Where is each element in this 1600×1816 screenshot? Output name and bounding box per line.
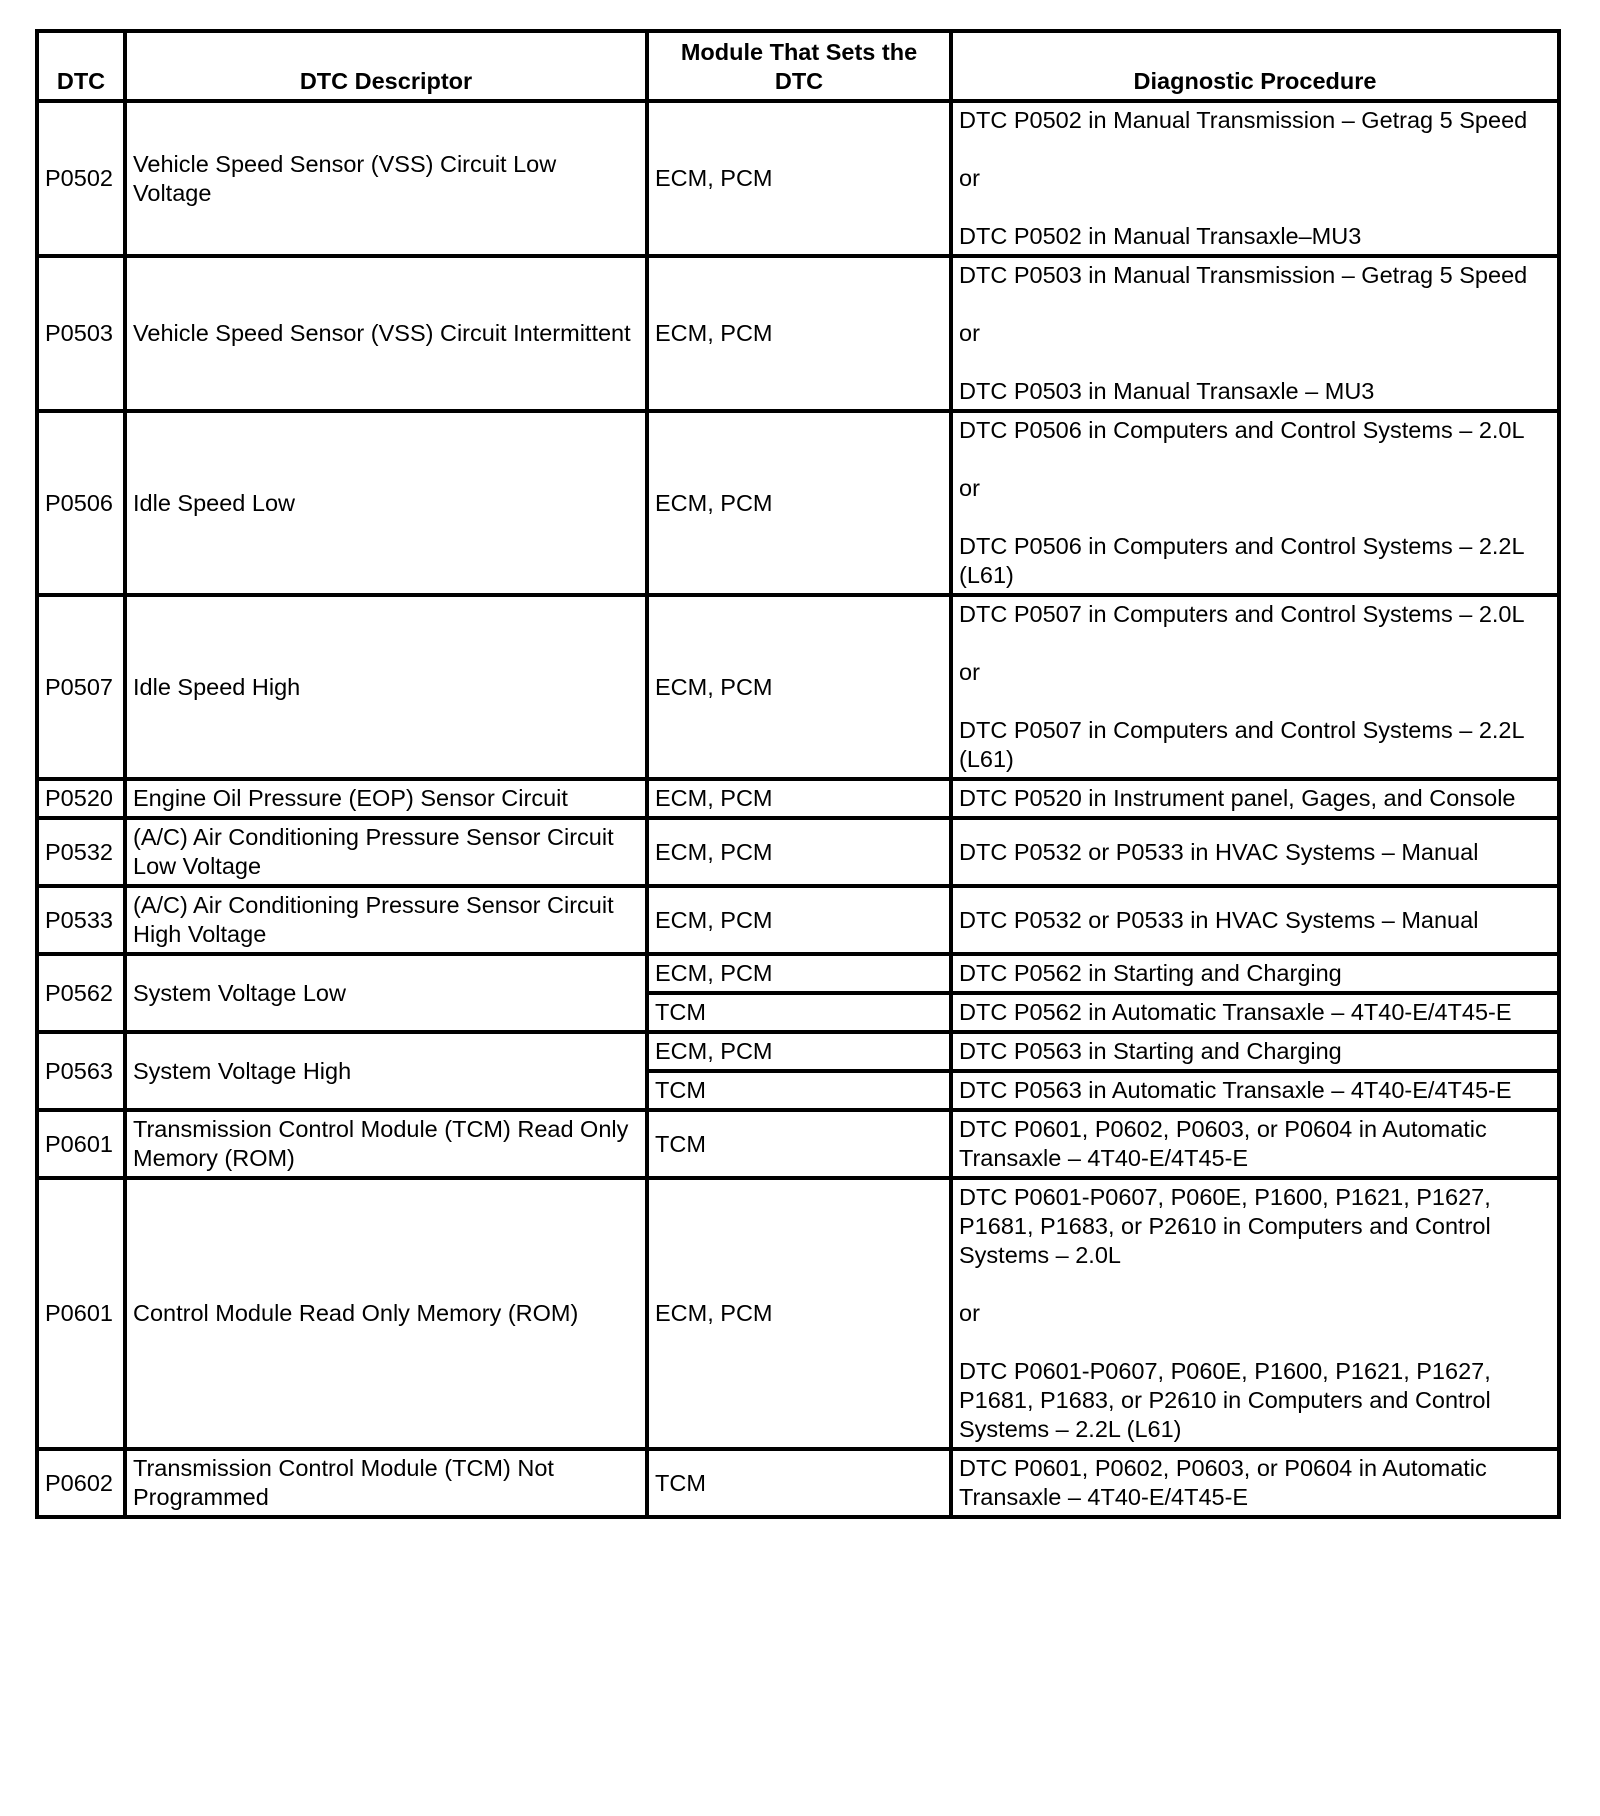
- diagnostic-procedure: DTC P0563 in Automatic Transaxle – 4T40-E/4T45-E: [951, 1071, 1559, 1110]
- table-row: [37, 1110, 1559, 1178]
- procedure-text: DTC P0502 in Manual Transaxle–MU3: [959, 223, 1362, 249]
- diagnostic-procedure: DTC P0563 in Starting and Charging: [951, 1032, 1559, 1071]
- dtc-descriptor: Engine Oil Pressure (EOP) Sensor Circuit: [125, 779, 647, 818]
- setting-module: ECM, PCM: [647, 954, 951, 993]
- dtc-code: P0562: [37, 954, 125, 1032]
- dtc-descriptor: (A/C) Air Conditioning Pressure Sensor Circuit High Voltage: [125, 886, 647, 954]
- procedure-text: DTC P0502 in Manual Transmission – Getrag 5 Speed: [959, 107, 1528, 133]
- diagnostic-procedure: [951, 411, 1559, 595]
- diagnostic-procedure: [951, 1178, 1559, 1449]
- procedure-text: DTC P0506 in Computers and Control Systems – 2.0L: [959, 417, 1525, 443]
- diagnostic-procedure: DTC P0520 in Instrument panel, Gages, and Console: [951, 779, 1559, 818]
- dtc-code: P0532: [37, 818, 125, 886]
- procedure-text: DTC P0507 in Computers and Control Systems – 2.2L (L61): [959, 717, 1524, 772]
- procedure-text: DTC P0503 in Manual Transmission – Getrag 5 Speed: [959, 262, 1528, 288]
- header-dtc: DTC: [37, 31, 125, 101]
- setting-module: TCM: [647, 1449, 951, 1517]
- dtc-descriptor: Vehicle Speed Sensor (VSS) Circuit Low Voltage: [125, 101, 647, 256]
- dtc-descriptor: Control Module Read Only Memory (ROM): [125, 1178, 647, 1449]
- procedure-text: DTC P0507 in Computers and Control Systems – 2.0L: [959, 601, 1525, 627]
- setting-module: ECM, PCM: [647, 256, 951, 411]
- table-row: [37, 1032, 1559, 1071]
- diagnostic-procedure: [951, 595, 1559, 779]
- table-row: [37, 818, 1559, 886]
- dtc-descriptor: Idle Speed High: [125, 595, 647, 779]
- dtc-descriptor: Vehicle Speed Sensor (VSS) Circuit Intermittent: [125, 256, 647, 411]
- setting-module: ECM, PCM: [647, 411, 951, 595]
- header-module: Module That Sets the DTC: [647, 31, 951, 101]
- table-row: [37, 256, 1559, 411]
- dtc-descriptor: Transmission Control Module (TCM) Read Only Memory (ROM): [125, 1110, 647, 1178]
- setting-module: ECM, PCM: [647, 818, 951, 886]
- dtc-code: P0563: [37, 1032, 125, 1110]
- dtc-code: P0502: [37, 101, 125, 256]
- dtc-code: P0601: [37, 1178, 125, 1449]
- dtc-code: P0507: [37, 595, 125, 779]
- dtc-code: P0601: [37, 1110, 125, 1178]
- diagnostic-procedure: DTC P0562 in Automatic Transaxle – 4T40-E/4T45-E: [951, 993, 1559, 1032]
- diagnostic-procedure: DTC P0562 in Starting and Charging: [951, 954, 1559, 993]
- setting-module: ECM, PCM: [647, 101, 951, 256]
- diagnostic-procedure: DTC P0601, P0602, P0603, or P0604 in Automatic Transaxle – 4T40-E/4T45-E: [951, 1449, 1559, 1517]
- procedure-text: DTC P0601-P0607, P060E, P1600, P1621, P1627, P1681, P1683, or P2610 in Computers and Control Systems – 2.2L (L61): [959, 1358, 1491, 1442]
- setting-module: ECM, PCM: [647, 1032, 951, 1071]
- or-text: or: [959, 475, 980, 501]
- or-text: or: [959, 659, 980, 685]
- setting-module: ECM, PCM: [647, 886, 951, 954]
- dtc-descriptor: System Voltage Low: [125, 954, 647, 1032]
- diagnostic-procedure: [951, 256, 1559, 411]
- table-row: [37, 595, 1559, 779]
- table-row: [37, 1449, 1559, 1517]
- setting-module: TCM: [647, 993, 951, 1032]
- header-descriptor: DTC Descriptor: [125, 31, 647, 101]
- setting-module: ECM, PCM: [647, 1178, 951, 1449]
- dtc-code: P0602: [37, 1449, 125, 1517]
- setting-module: TCM: [647, 1110, 951, 1178]
- procedure-text: DTC P0506 in Computers and Control Systems – 2.2L (L61): [959, 533, 1524, 588]
- procedure-text: DTC P0601-P0607, P060E, P1600, P1621, P1627, P1681, P1683, or P2610 in Computers and Control Systems – 2.0L: [959, 1184, 1491, 1268]
- diagnostic-procedure: DTC P0532 or P0533 in HVAC Systems – Manual: [951, 818, 1559, 886]
- dtc-descriptor: (A/C) Air Conditioning Pressure Sensor Circuit Low Voltage: [125, 818, 647, 886]
- table-row: [37, 101, 1559, 256]
- diagnostic-procedure: DTC P0532 or P0533 in HVAC Systems – Manual: [951, 886, 1559, 954]
- dtc-code: P0520: [37, 779, 125, 818]
- table-row: [37, 954, 1559, 993]
- table-row: [37, 411, 1559, 595]
- setting-module: ECM, PCM: [647, 595, 951, 779]
- diagnostic-procedure: [951, 101, 1559, 256]
- dtc-table: [35, 29, 1561, 1519]
- or-text: or: [959, 165, 980, 191]
- or-text: or: [959, 320, 980, 346]
- setting-module: TCM: [647, 1071, 951, 1110]
- setting-module: ECM, PCM: [647, 779, 951, 818]
- or-text: or: [959, 1300, 980, 1326]
- dtc-code: P0503: [37, 256, 125, 411]
- dtc-code: P0533: [37, 886, 125, 954]
- dtc-descriptor: System Voltage High: [125, 1032, 647, 1110]
- header-row: [37, 31, 1559, 101]
- procedure-text: DTC P0503 in Manual Transaxle – MU3: [959, 378, 1375, 404]
- dtc-descriptor: Transmission Control Module (TCM) Not Programmed: [125, 1449, 647, 1517]
- dtc-descriptor: Idle Speed Low: [125, 411, 647, 595]
- table-row: [37, 779, 1559, 818]
- diagnostic-procedure: DTC P0601, P0602, P0603, or P0604 in Automatic Transaxle – 4T40-E/4T45-E: [951, 1110, 1559, 1178]
- table-row: [37, 1178, 1559, 1449]
- table-row: [37, 886, 1559, 954]
- header-procedure: Diagnostic Procedure: [951, 31, 1559, 101]
- dtc-code: P0506: [37, 411, 125, 595]
